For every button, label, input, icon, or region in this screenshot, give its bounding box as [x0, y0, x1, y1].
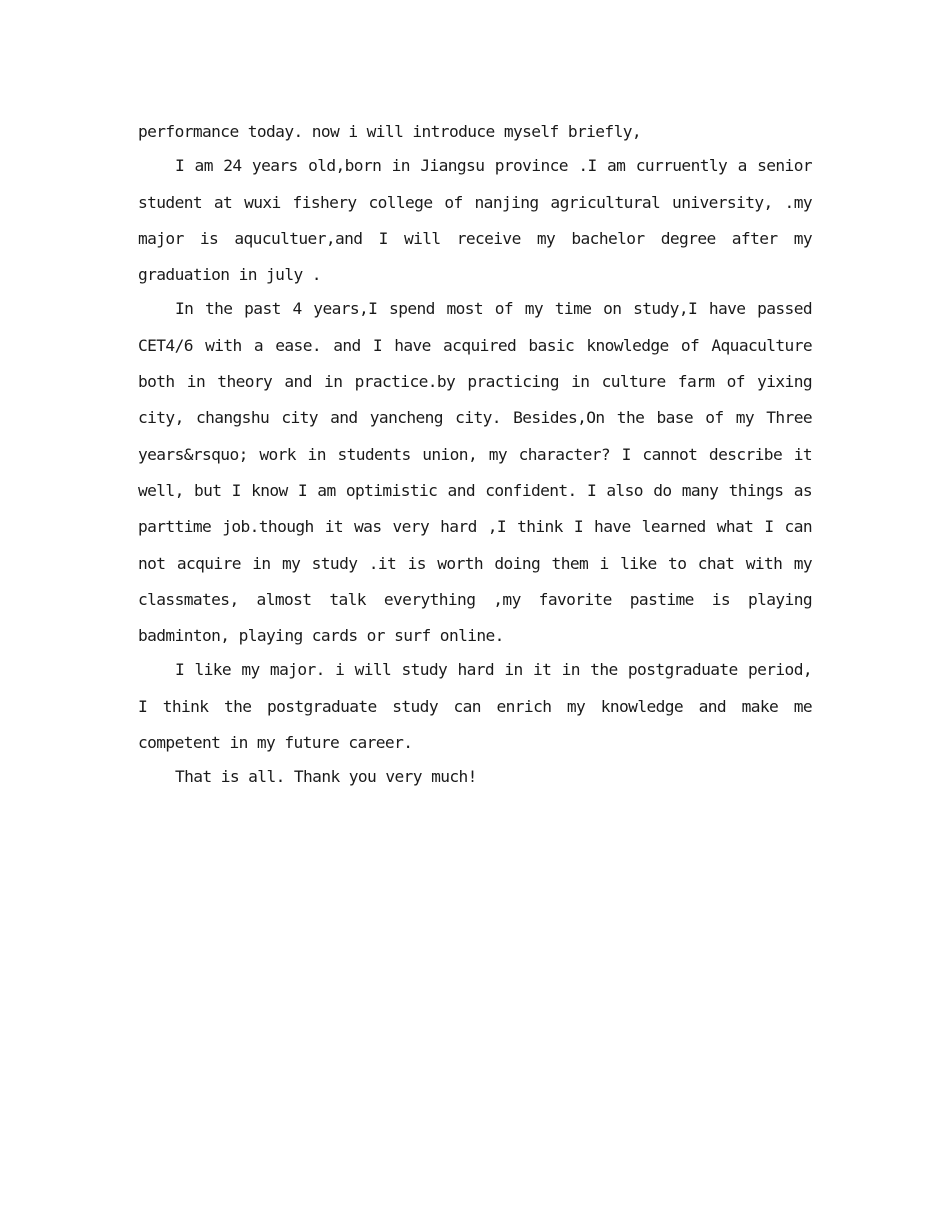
paragraph-1: performance today. now i will introduce myself briefly,	[138, 122, 642, 141]
paragraph-4: I like my major. i will study hard in it in the postgraduate period, I think the postgraduate study can enrich my knowledge and make me competent in my future career.	[138, 660, 812, 753]
paragraph-5: That is all. Thank you very much!	[175, 767, 477, 787]
paragraph-2: I am 24 years old,born in Jiangsu province .I am curruently a senior student at wuxi fishery college of nanjing agricultural university, .my major is aqucultuer,and I will receive my bachelor degree after my graduation in july .	[138, 156, 812, 285]
paragraph-3: In the past 4 years,I spend most of my time on study,I have passed CET4/6 with a ease. and I have acquired basic knowledge of Aquaculture both in theory and in practice.by practicing in culture farm of yixing city, changshu city and yancheng city. Besides,On the base of my Three years&rsquo; work in students union, my character? I cannot describe it well, but I know I am optimistic and confident. I also do many things as parttime job.though it was very hard ,I think I have learned what I can not acquire in my study .it is worth doing them i like to chat with my classmates, almost talk everything ,my favorite pastime is playing badminton, playing cards or surf online.	[138, 299, 812, 646]
document-body	[138, 114, 812, 796]
